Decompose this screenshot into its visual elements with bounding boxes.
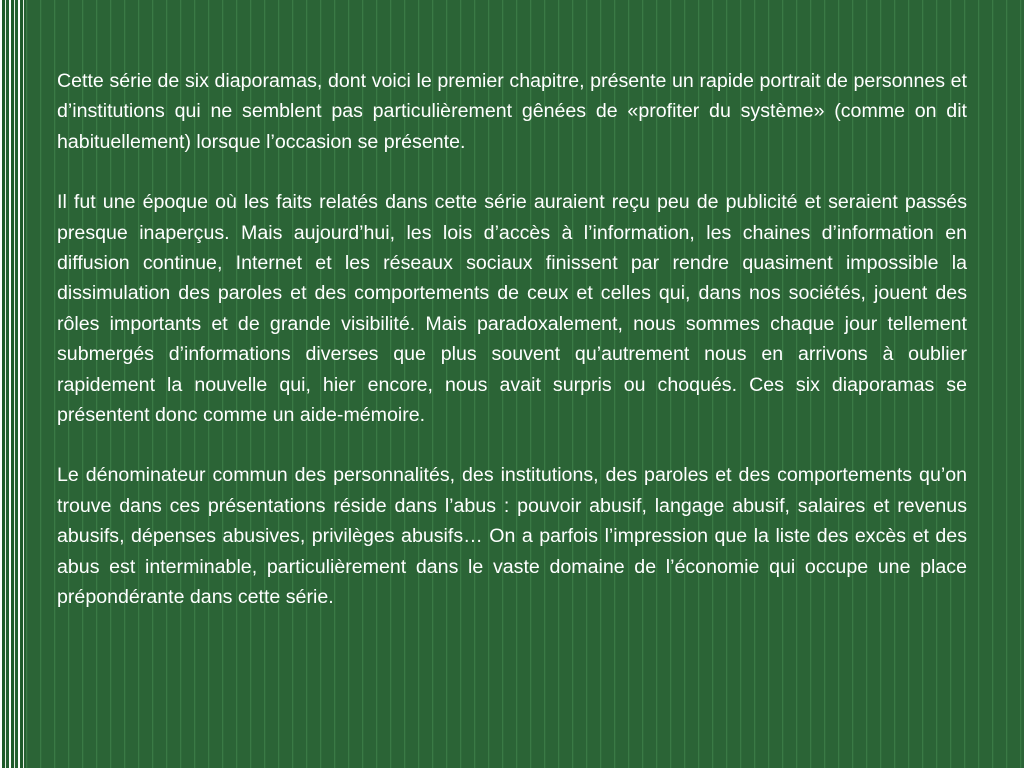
paragraph-1: Cette série de six diaporamas, dont voici le premier chapitre, présente un rapide portrait de personnes et d’institutions qui ne semblent pas particulièrement gênées de «profiter du système» (comme on dit habituellement) lorsque l’occasion se présente. (57, 70, 967, 153)
paragraph-2: Il fut une époque où les faits relatés dans cette série auraient reçu peu de publicité et seraient passés presque inaperçus. Mais aujourd’hui, les lois d’accès à l’information, les chaines d’information en diffusion continue, Internet et les réseaux sociaux finissent par rendre quasiment impossible la dissimulation des paroles et des comportements de ceux et celles qui, dans nos sociétés, jouent des rôles importants et de grande visibilité. Mais paradoxalement, nous sommes chaque jour tellement submergés d’informations diverses que plus souvent qu’autrement nous en arrivons à oublier rapidement la nouvelle qui, hier encore, nous avait surpris ou choqués. Ces six diaporamas se présentent donc comme un aide-mémoire. (57, 191, 967, 427)
decorative-left-border (0, 0, 26, 768)
paragraph-3: Le dénominateur commun des personnalités, des institutions, des paroles et des comportements qu’on trouve dans ces présentations réside dans l’abus : pouvoir abusif, langage abusif, salaires et revenus abusifs, dépenses abusives, privilèges abusifs… On a parfois l’impression que la liste des excès et des abus est interminable, particulièrement dans le vaste domaine de l’économie qui occupe une place prépondérante dans cette série. (57, 464, 967, 609)
slide-text-block (57, 66, 967, 613)
